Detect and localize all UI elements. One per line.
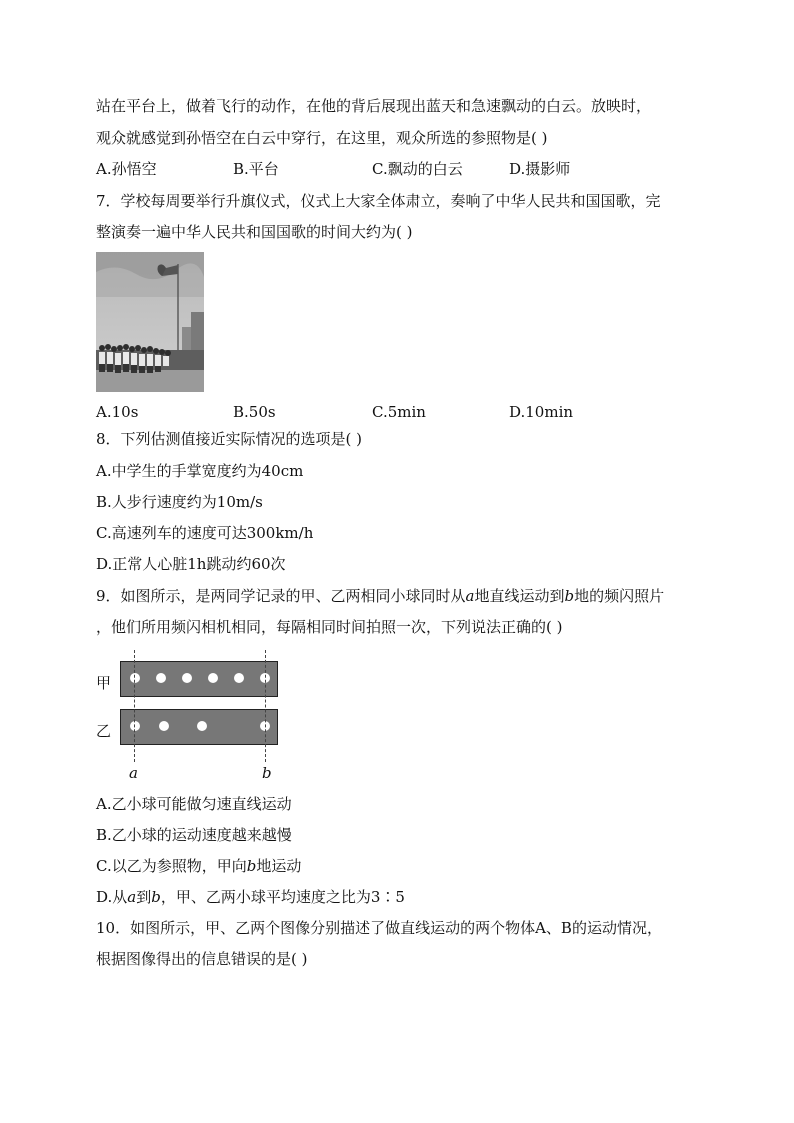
jia-ball — [208, 673, 218, 683]
q9-option-c — [96, 856, 301, 876]
line-b — [265, 650, 266, 762]
q9-var-b: b — [564, 587, 575, 605]
yi-ball — [130, 721, 140, 731]
q8-stem: 8．下列估测值接近实际情况的选项是( ) — [96, 430, 363, 448]
q9-option-b: B.乙小球的运动速度越来越慢 — [96, 826, 292, 844]
q6-option-c: C.飘动的白云 — [372, 160, 463, 178]
q10-line2: 根据图像得出的信息错误的是( ) — [96, 950, 308, 968]
q6-line1: 站在平台上，做着飞行的动作，在他的背后展现出蓝天和急速飘动的白云。放映时， — [96, 97, 652, 115]
q9-option-c-post: 地运动 — [256, 857, 302, 875]
q9-line1-part1: 9．如图所示，是两同学记录的甲、乙两相同小球同时从 — [96, 587, 466, 605]
q9-line2: ，他们所用频闪相机相同，每隔相同时间拍照一次，下列说法正确的( ) — [96, 618, 563, 636]
q8-option-a: A.中学生的手掌宽度约为40cm — [96, 462, 304, 480]
jia-ball — [234, 673, 244, 683]
row-label-jia: 甲 — [96, 674, 112, 692]
jia-ball — [130, 673, 140, 683]
q9-option-d — [96, 887, 405, 907]
point-a-label: a — [129, 764, 138, 782]
q7-option-d: D.10min — [509, 403, 574, 421]
q9-option-c-var: b — [246, 857, 257, 875]
point-b-label: b — [262, 764, 272, 782]
jia-strip — [120, 661, 278, 697]
q6-option-a: A.孙悟空 — [96, 160, 157, 178]
jia-ball — [156, 673, 166, 683]
q10-line1: 10．如图所示，甲、乙两个图像分别描述了做直线运动的两个物体A、B的运动情况， — [96, 919, 662, 937]
yi-strip — [120, 709, 278, 745]
q9-option-d-pre: D.从 — [96, 888, 128, 906]
q9-option-d-var2: b — [151, 888, 161, 906]
q8-option-c: C.高速列车的速度可达300km/h — [96, 524, 314, 542]
q9-line1-part2: 地直线运动到 — [474, 587, 565, 605]
q9-var-a: a — [465, 587, 475, 605]
q6-option-d: D.摄影师 — [509, 160, 571, 178]
q8-option-d: D.正常人心脏1h跳动约60次 — [96, 555, 286, 573]
q7-option-c: C.5min — [372, 403, 426, 421]
q7-line2: 整演奏一遍中华人民共和国国歌的时间大约为( ) — [96, 223, 413, 241]
jia-ball — [182, 673, 192, 683]
q9-option-d-mid: 到 — [136, 888, 152, 906]
line-a — [134, 650, 135, 762]
q9-option-d-var1: a — [127, 888, 137, 906]
q7-option-a: A.10s — [96, 403, 139, 421]
strobe-photo-diagram — [92, 650, 292, 785]
yi-ball — [197, 721, 207, 731]
q6-option-b: B.平台 — [233, 160, 279, 178]
q8-option-b: B.人步行速度约为10m/s — [96, 493, 263, 511]
yi-ball — [159, 721, 169, 731]
q9-option-a: A.乙小球可能做匀速直线运动 — [96, 795, 292, 813]
q9-option-c-pre: C.以乙为参照物，甲向 — [96, 857, 247, 875]
q9-line1-part3: 地的频闪照片 — [574, 587, 665, 605]
row-label-yi: 乙 — [96, 722, 112, 740]
q7-line1: 7．学校每周要举行升旗仪式，仪式上大家全体肃立，奏响了中华人民共和国国歌，完 — [96, 192, 661, 210]
q9-option-d-post: ，甲、乙两小球平均速度之比为3∶5 — [160, 888, 405, 906]
q7-option-b: B.50s — [233, 403, 276, 421]
q9-line1 — [96, 586, 664, 606]
q6-line2: 观众就感觉到孙悟空在白云中穿行，在这里，观众所选的参照物是( ) — [96, 129, 548, 147]
flag-ceremony-photo — [96, 252, 204, 392]
